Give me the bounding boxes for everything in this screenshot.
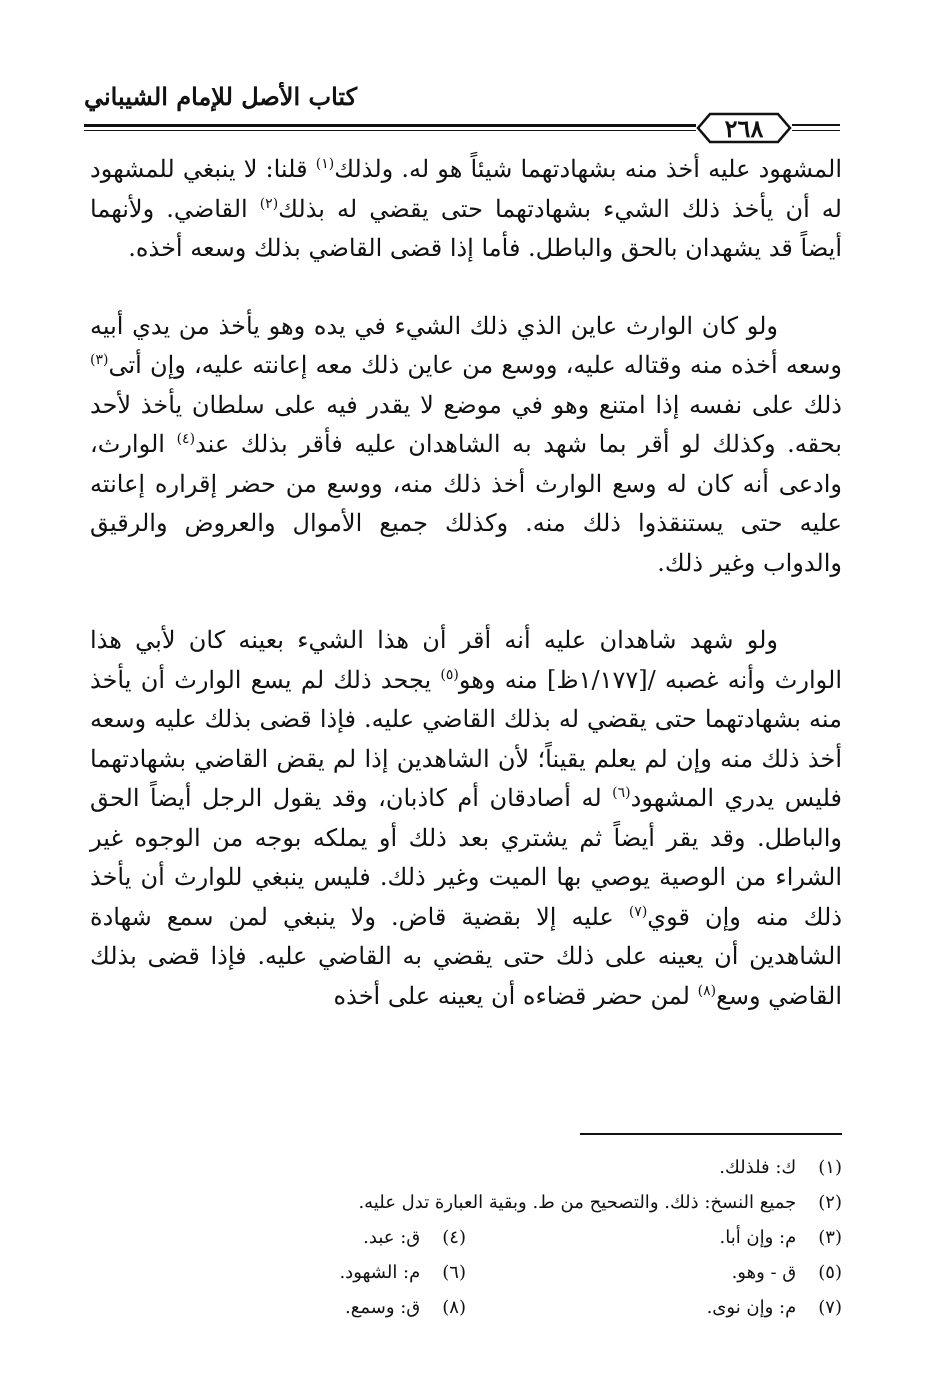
page-number-badge <box>696 112 792 144</box>
footnote-6: (٦) م: الشهود. <box>339 1262 466 1283</box>
footnote-1: (١) ك: فلذلك. <box>719 1157 842 1178</box>
page-number: ٢٦٨ <box>724 113 764 143</box>
main-text <box>90 150 842 1016</box>
footnote-ref: (٣) <box>90 352 109 368</box>
footnote-7: (٧) م: وإن نوى. <box>706 1297 842 1318</box>
header-rule-thin <box>84 130 696 131</box>
footnote-ref: (٢) <box>259 195 279 212</box>
footnote-2: (٢) جميع النسخ: ذلك. والتصحيح من ط. وبقية العبارة تدل عليه. <box>358 1192 842 1213</box>
paragraph-3: ولو شهد شاهدان عليه أنه أقر أن هذا الشيء بعينه كان لأبي هذا الوارث وأنه غصبه /[١/١٧٧ظ] منه وهو$^{(٥)}$ يجحد ذلك لم يسع الوارث أن يأخذ منه بشهادتهما حتى يقضي له بذلك القاضي عليه. فإذا قضى بذلك عليه وسعه أخذ ذلك منه وإن لم يعلم يقيناً؛ لأن الشاهدين إذا لم يقض القاضي بشهادتهما فليس يدري المشهود$^{(٦)}$ له أصادقان أم كاذبان، وقد يقول الرجل أيضاً الحق والباطل. وقد يقر أيضاً ثم يشتري بعد ذلك أو يملكه بوجه من الوجوه غير الشراء من الوصية يوصي بها الميت وغير ذلك. فليس ينبغي للوارث أن يأخذ ذلك منه وإن قوي$^{(٧)}$ عليه إلا بقضية قاض. ولا ينبغي لمن سمع شهادة الشاهدين أن يعينه على ذلك حتى يقضي به القاضي عليه. فإذا قضى بذلك القاضي وسع$^{(٨)}$ لمن حضر قضاءه أن يعينه على أخذه <box>90 626 843 1010</box>
footnote-ref: (٤) <box>176 431 196 447</box>
footnote-ref: (٧) <box>628 903 648 920</box>
footnote-separator <box>580 1133 842 1135</box>
paragraph-2: ولو كان الوارث عاين الذي ذلك الشيء في يده وهو يأخذ من يدي أبيه وسعه أخذه منه وقتاله عليه، ووسع من عاين ذلك معه إعانته عليه، وإن أتى$^{(٣)}$ ذلك على نفسه إذا امتنع وهو في موضع لا يقدر فيه على سلطان يأخذ لأحد بحقه. وكذلك لو أقر بما شهد به الشاهدان عليه فأقر بذلك عند$^{(٤)}$ الوارث، وادعى أنه كان له وسع الوارث أخذ ذلك منه، ووسع من حضر إقراره إعانته عليه حتى يستنقذوا ذلك منه. وكذلك جميع الأموال والعروض والرقيق والدواب وغير ذلك. <box>90 311 842 577</box>
footnote-ref: (٦) <box>612 785 631 801</box>
paragraph-1: المشهود عليه أخذ منه بشهادتهما شيئاً هو له. ولذلك$^{(١)}$ قلنا: لا ينبغي للمشهود له أن يأخذ ذلك الشيء بشهادتهما حتى يقضي له بذلك$^{(٢)}$ القاضي. ولأنهما أيضاً قد يشهدان بالحق والباطل. فأما إذا قضى القاضي بذلك وسعه أخذه. <box>90 155 842 262</box>
footnote-8: (٨) ق: وسمع. <box>345 1297 466 1318</box>
header-rule-right-thin <box>792 130 840 131</box>
footnote-ref: (٨) <box>697 982 717 999</box>
header-rule-thick <box>84 124 696 127</box>
footnote-4: (٤) ق: عبد. <box>363 1227 466 1248</box>
footnotes <box>90 1150 842 1325</box>
header-rule-right-thick <box>792 124 840 126</box>
running-header-title: كتاب الأصل للإمام الشيباني <box>84 82 358 111</box>
footnote-5: (٥) ق - وهو. <box>731 1262 842 1283</box>
footnote-3: (٣) م: وإن أبا. <box>719 1227 842 1248</box>
footnote-ref: (١) <box>315 156 335 172</box>
footnote-ref: (٥) <box>440 666 459 683</box>
